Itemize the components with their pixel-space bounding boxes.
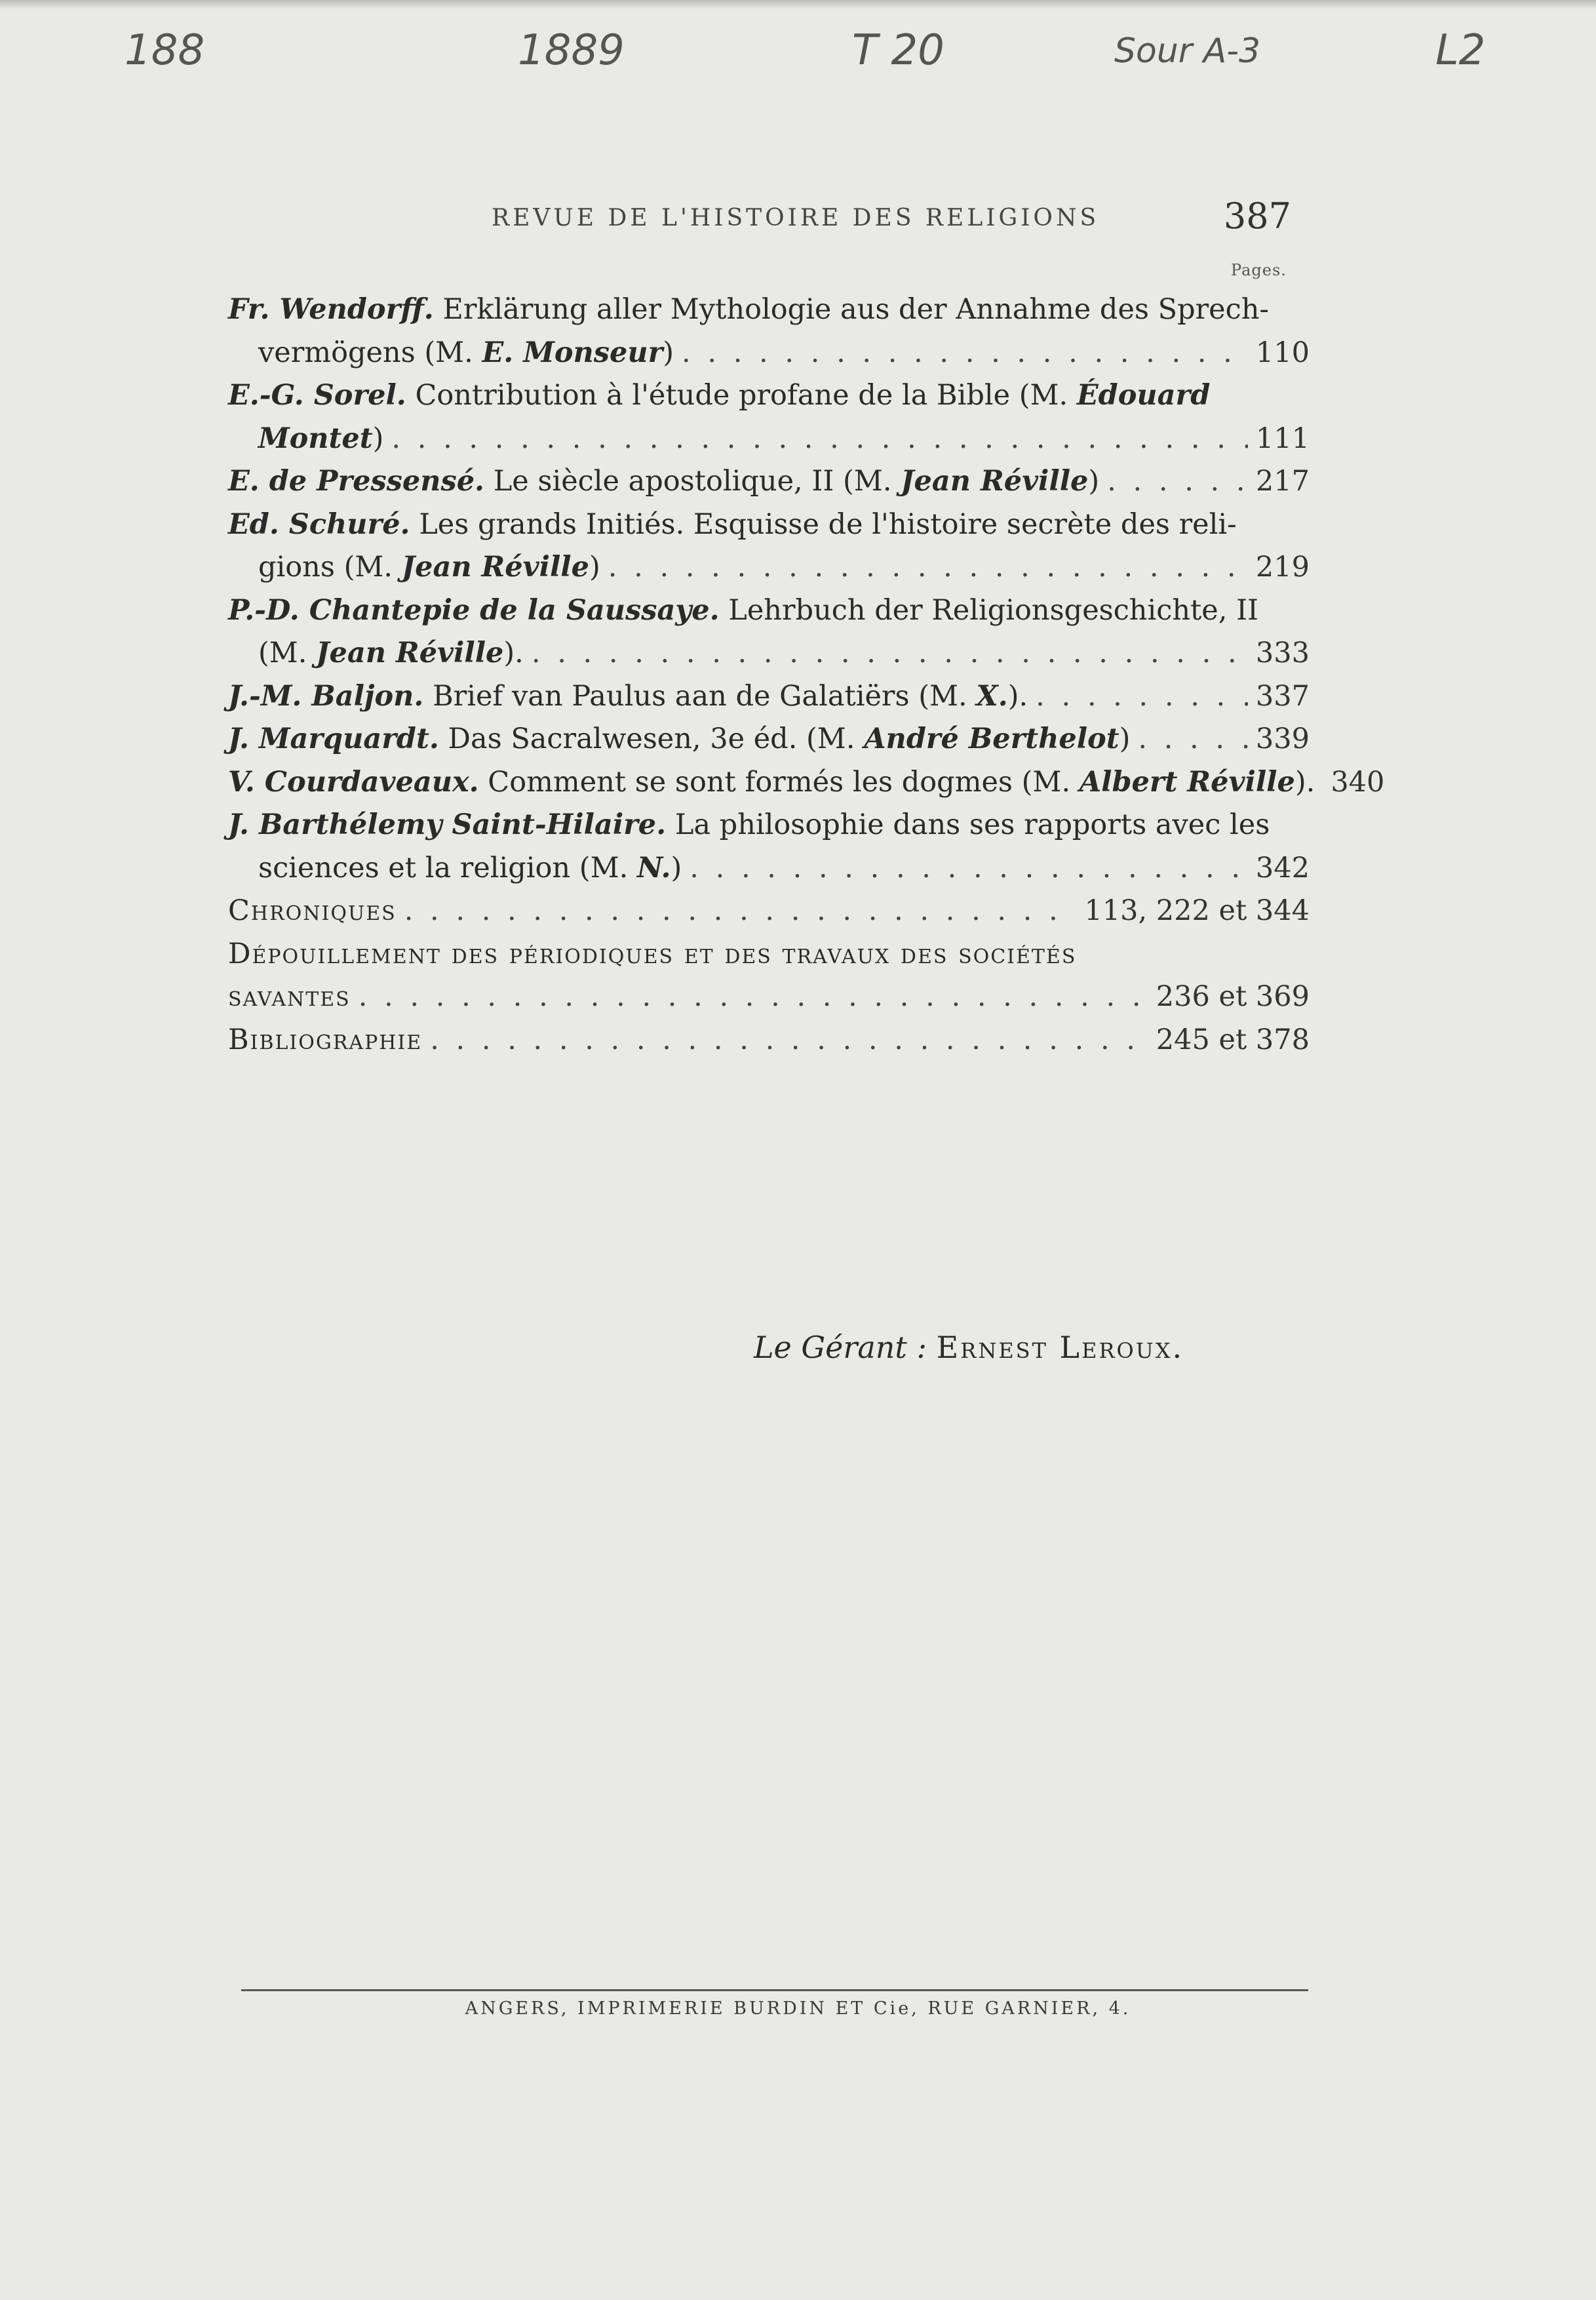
section-label: Chroniques: [228, 894, 397, 927]
entry-close: ).: [1007, 679, 1028, 713]
toc-entry: [228, 504, 1310, 589]
dot-leader: [1036, 675, 1248, 719]
entry-title-cont: vermögens (M.: [258, 336, 473, 369]
handwritten-note-4: Sour A-3: [1114, 31, 1261, 71]
entry-reviewer: André Berthelot: [864, 723, 1119, 755]
entry-reviewer-cont: Montet: [258, 422, 373, 455]
dot-leader: [1107, 460, 1248, 504]
pages-column-label: Pages.: [1231, 261, 1287, 279]
entry-page: 333: [1255, 637, 1310, 669]
signature-label: Le Gérant :: [754, 1330, 927, 1365]
entry-title: Lehrbuch der Religionsgeschichte, II: [728, 593, 1259, 627]
entry-title-cont: gions (M.: [258, 551, 393, 584]
entry-title: Les grands Initiés. Esquisse de l'histoire secrète des reli-: [419, 507, 1237, 541]
scan-edge: [0, 0, 1596, 9]
toc-section-depouillement: [228, 933, 1310, 1019]
dot-leader: [1138, 718, 1248, 761]
handwritten-note-1: 188: [125, 26, 205, 75]
entry-reviewer: Jean Réville: [901, 465, 1089, 498]
signature-name: Ernest Leroux.: [936, 1330, 1184, 1365]
entry-author: V. Courdaveaux.: [228, 765, 479, 799]
printer-imprint: ANGERS, IMPRIMERIE BURDIN ET Cie, RUE GARNIER, 4.: [465, 1998, 1131, 2019]
entry-title-cont: sciences et la religion (M.: [258, 851, 629, 884]
signature-line: [754, 1330, 1184, 1365]
entry-title: Erklärung aller Mythologie aus der Annahme des Sprech-: [442, 293, 1269, 326]
entry-reviewer: Albert Réville: [1079, 765, 1295, 799]
section-pages: 245 et 378: [1156, 1023, 1310, 1056]
entry-author: Fr. Wendorff.: [228, 293, 434, 326]
handwritten-note-2: 1889: [518, 26, 625, 75]
toc-section-bibliographie: [228, 1019, 1310, 1062]
entry-page: 340: [1331, 765, 1385, 799]
entry-title: La philosophie dans ses rapports avec les: [674, 808, 1270, 841]
dot-leader: [404, 890, 1077, 933]
toc-entry: [228, 718, 1310, 761]
entry-reviewer: N.: [636, 851, 671, 884]
entry-author: Ed. Schuré.: [228, 507, 410, 541]
entry-author: J. Marquardt.: [228, 723, 439, 755]
entry-reviewer: Jean Réville: [316, 637, 504, 669]
toc-entry: [228, 804, 1310, 890]
running-title: REVUE DE L'HISTOIRE DES RELIGIONS: [492, 205, 1100, 231]
entry-author: J.-M. Baljon.: [228, 679, 424, 713]
entry-close: ).: [1294, 765, 1315, 799]
toc-entry: [228, 589, 1310, 675]
entry-page: 217: [1255, 465, 1310, 498]
entry-title: Das Sacralwesen, 3e éd. (M.: [448, 723, 855, 755]
dot-leader: [430, 1019, 1148, 1062]
entry-author: E. de Pressensé.: [228, 465, 485, 498]
section-label-cont: savantes: [228, 980, 351, 1013]
table-of-contents: [228, 288, 1385, 1061]
dot-leader: [682, 332, 1248, 375]
entry-close: ): [372, 422, 384, 455]
entry-page: 111: [1255, 422, 1310, 455]
dot-leader: [608, 546, 1248, 589]
section-label: Dépouillement des périodiques et des travaux des sociétés: [228, 937, 1077, 970]
entry-close: ): [671, 851, 682, 884]
entry-title: Contribution à l'étude profane de la Bible (M.: [415, 379, 1068, 412]
handwritten-note-5: L2: [1435, 26, 1486, 75]
entry-close: ): [663, 336, 674, 369]
entry-reviewer: Édouard: [1076, 379, 1211, 412]
section-pages: 236 et 369: [1156, 980, 1310, 1013]
entry-title: Le siècle apostolique, II (M.: [493, 465, 892, 498]
entry-author: J. Barthélemy Saint-Hilaire.: [228, 808, 667, 841]
entry-title-cont: (M.: [258, 637, 307, 669]
entry-reviewer: Jean Réville: [401, 551, 589, 584]
entry-reviewer: X.: [976, 679, 1008, 713]
toc-entry: [228, 675, 1310, 719]
entry-author: E.-G. Sorel.: [228, 379, 406, 412]
dot-leader: [532, 632, 1248, 675]
entry-page: 110: [1255, 336, 1310, 369]
dot-leader: [359, 976, 1148, 1019]
entry-page: 342: [1255, 851, 1310, 884]
entry-close: ).: [503, 637, 524, 669]
toc-entry: [228, 761, 1385, 804]
entry-title: Comment se sont formés les dogmes (M.: [488, 765, 1071, 799]
entry-title: Brief van Paulus aan de Galatiërs (M.: [433, 679, 967, 713]
toc-entry: [228, 374, 1310, 460]
entry-close: ): [1088, 465, 1100, 498]
entry-reviewer: E. Monseur: [482, 336, 663, 369]
entry-close: ): [589, 551, 600, 584]
entry-page: 337: [1255, 679, 1310, 713]
entry-author: P.-D. Chantepie de la Saussaye.: [228, 593, 720, 627]
dot-leader: [690, 847, 1248, 890]
entry-page: 339: [1255, 723, 1310, 755]
section-pages: 113, 222 et 344: [1084, 894, 1310, 927]
toc-entry: [228, 460, 1310, 504]
page-number: 387: [1223, 195, 1291, 237]
page-header: [223, 190, 1311, 249]
toc-section-chroniques: [228, 890, 1310, 933]
entry-page: 219: [1255, 551, 1310, 584]
dot-leader: [391, 418, 1248, 461]
section-label: Bibliographie: [228, 1023, 423, 1056]
footer-rule: [241, 1989, 1308, 1991]
handwritten-note-3: T 20: [852, 26, 944, 75]
entry-close: ): [1119, 723, 1131, 755]
toc-entry: [228, 288, 1310, 374]
